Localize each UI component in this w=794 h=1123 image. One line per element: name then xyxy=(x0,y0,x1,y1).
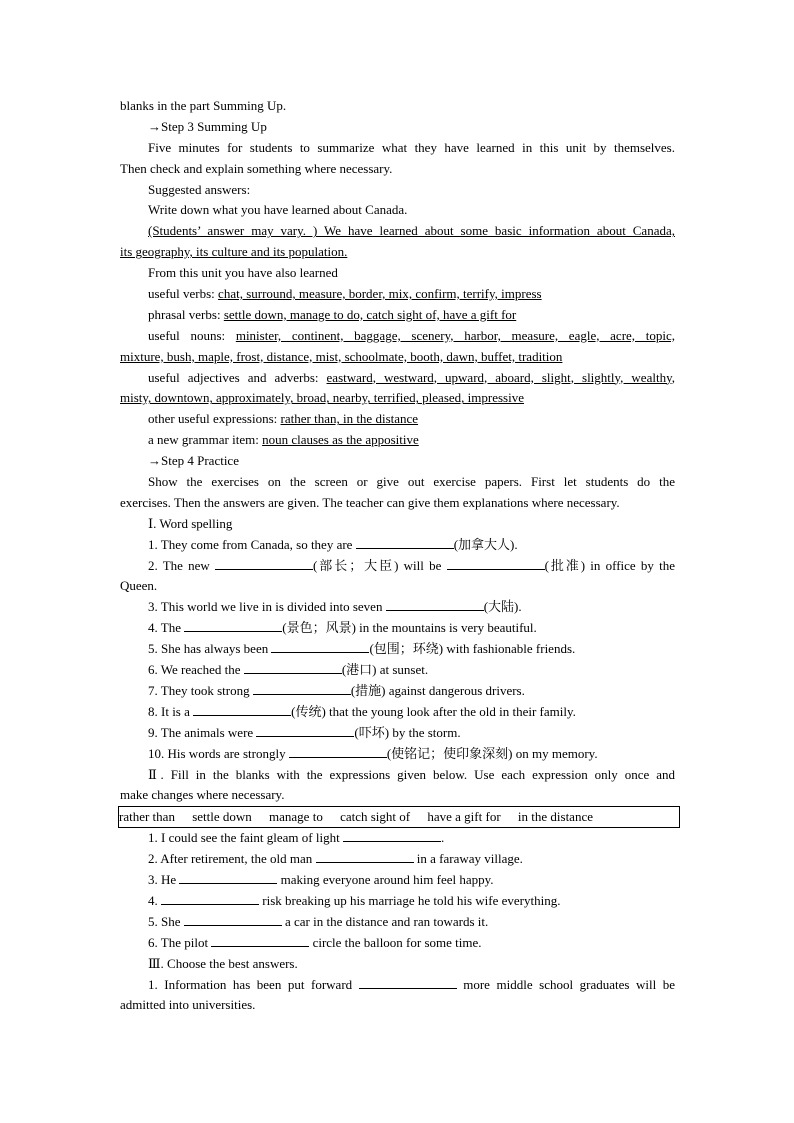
text-line: Show the exercises on the screen or give out exercise papers. First let students do the xyxy=(148,474,675,490)
vocab-line xyxy=(120,409,675,430)
answer-blank[interactable] xyxy=(179,871,277,884)
question xyxy=(120,744,675,765)
vocab-answer: noun clauses as the appositive xyxy=(262,432,419,448)
section-heading: Ⅰ. Word spelling xyxy=(148,515,233,531)
vocab-line xyxy=(120,326,675,347)
answer-blank[interactable] xyxy=(211,934,309,947)
question-continuation: Queen. xyxy=(120,578,158,594)
answer-blank[interactable] xyxy=(184,619,282,632)
text-line: Then check and explain something where necessary. xyxy=(120,160,393,176)
expression-option: manage to xyxy=(269,809,323,825)
answer-blank[interactable] xyxy=(161,892,259,905)
expression-box xyxy=(118,806,680,828)
question-text: 3. This world we live in is divided into seven xyxy=(148,599,386,615)
question xyxy=(120,535,675,556)
section-heading-continuation: make changes where necessary. xyxy=(120,787,285,803)
answer-blank[interactable] xyxy=(184,913,282,926)
expression-option: in the distance xyxy=(517,809,593,825)
text-line: blanks in the part Summing Up. xyxy=(120,98,287,113)
vocab-label: useful verbs: xyxy=(148,286,219,302)
answer-blank[interactable] xyxy=(215,557,313,570)
vocab-answer: misty, downtown, approximately, broad, nearby, terrified, pleased, impressive xyxy=(120,390,524,406)
question-text: (传统) that the young look after the old in their family. xyxy=(291,703,576,719)
document-page xyxy=(120,96,675,1016)
answer-line: (Students’ answer may vary. ) We have learned about some basic information about Canada, xyxy=(148,223,675,239)
vocab-line xyxy=(120,430,675,451)
answer-blank[interactable] xyxy=(356,536,454,549)
question-text: 5. She xyxy=(148,913,184,929)
question-text: 1. Information has been put forward xyxy=(148,976,359,992)
question xyxy=(120,870,675,891)
question-text: 1. They come from Canada, so they are xyxy=(148,536,356,552)
question-text: in a faraway village. xyxy=(413,851,523,867)
vocab-answer: chat, surround, measure, border, mix, confirm, terrify, impress xyxy=(218,286,542,302)
question xyxy=(120,891,675,912)
answer-blank[interactable] xyxy=(359,976,457,989)
question-text: 6. The pilot xyxy=(148,934,212,950)
question-text: a car in the distance and ran towards it. xyxy=(281,913,489,929)
expression-option: rather than xyxy=(119,809,175,825)
answer-blank[interactable] xyxy=(253,682,351,695)
text-line: exercises. Then the answers are given. The teacher can give them explanations where necessary. xyxy=(120,494,620,510)
question-text: (港口) at sunset. xyxy=(341,662,429,678)
text-line: From this unit you have also learned xyxy=(148,265,338,281)
question-text: circle the balloon for some time. xyxy=(309,934,482,950)
question xyxy=(120,702,675,723)
vocab-answer: minister, continent, baggage, scenery, harbor, measure, eagle, acre, topic, xyxy=(235,327,675,343)
answer-blank[interactable] xyxy=(271,640,369,653)
answer-blank[interactable] xyxy=(193,703,291,716)
question xyxy=(120,681,675,702)
step-heading: →Step 4 Practice xyxy=(148,453,239,469)
question-text: 8. It is a xyxy=(148,703,194,719)
question-text: (包围；环绕) with fashionable friends. xyxy=(369,641,576,657)
question-text: 4. The xyxy=(148,620,185,636)
answer-blank[interactable] xyxy=(289,745,387,758)
vocab-answer: settle down, manage to do, catch sight of, have a gift for xyxy=(223,306,517,322)
question-text: (部长；大臣) will be xyxy=(313,557,447,573)
answer-blank[interactable] xyxy=(447,557,545,570)
vocab-label: other useful expressions: xyxy=(148,411,281,427)
text-line: Suggested answers: xyxy=(148,181,251,197)
vocab-label: useful nouns: xyxy=(148,327,236,343)
vocab-label: phrasal verbs: xyxy=(148,306,224,322)
question-text: (措施) against dangerous drivers. xyxy=(350,682,525,698)
question-text: (吓坏) by the storm. xyxy=(354,724,461,740)
answer-line: its geography, its culture and its population. xyxy=(120,244,348,260)
question-text: 1. I could see the faint gleam of light xyxy=(148,830,343,846)
question-text: 6. We reached the xyxy=(148,662,244,678)
question xyxy=(120,618,675,639)
expression-option: catch sight of xyxy=(340,809,411,825)
question-text: 7. They took strong xyxy=(148,682,253,698)
question xyxy=(120,849,675,870)
question-text: more middle school graduates will be xyxy=(456,976,675,992)
question xyxy=(120,597,675,618)
question-text: risk breaking up his marriage he told his wife everything. xyxy=(259,892,561,908)
question xyxy=(120,723,675,744)
question-text: 2. After retirement, the old man xyxy=(148,851,316,867)
question-text: 4. xyxy=(148,892,161,908)
question-text: 3. He xyxy=(148,872,180,888)
question-text: 5. She has always been xyxy=(148,641,272,657)
question-text: 2. The new xyxy=(148,557,216,573)
question xyxy=(120,975,675,996)
answer-blank[interactable] xyxy=(316,850,414,863)
vocab-line xyxy=(120,284,675,305)
answer-blank[interactable] xyxy=(256,724,354,737)
question xyxy=(120,933,675,954)
question-text: (景色；风景) in the mountains is very beautiful. xyxy=(282,620,537,636)
vocab-answer: mixture, bush, maple, frost, distance, mist, schoolmate, booth, dawn, buffet, tradition xyxy=(120,348,563,364)
vocab-label: useful adjectives and adverbs: xyxy=(148,369,327,385)
question-continuation: admitted into universities. xyxy=(120,997,256,1013)
step-heading: →Step 3 Summing Up xyxy=(148,118,267,134)
question xyxy=(120,639,675,660)
expression-option: have a gift for xyxy=(427,809,501,825)
question-text: 9. The animals were xyxy=(148,724,257,740)
question-text: (使铭记；使印象深刻) on my memory. xyxy=(386,745,598,761)
vocab-line xyxy=(120,368,675,389)
question xyxy=(120,912,675,933)
question xyxy=(120,660,675,681)
answer-blank[interactable] xyxy=(386,598,484,611)
question-text: (加拿大人). xyxy=(453,536,518,552)
section-heading: Ⅱ. Fill in the blanks with the expressions given below. Use each expression only once and xyxy=(148,766,675,782)
expression-option: settle down xyxy=(192,809,252,825)
vocab-answer: eastward, westward, upward, aboard, slight, slightly, wealthy, xyxy=(326,369,675,385)
answer-blank[interactable] xyxy=(343,829,441,842)
text-line: Five minutes for students to summarize what they have learned in this unit by themselves. xyxy=(148,139,675,155)
question-text: 10. His words are strongly xyxy=(148,745,289,761)
text-line: Write down what you have learned about Canada. xyxy=(148,202,408,218)
question-text: (大陆). xyxy=(483,599,522,615)
question xyxy=(120,828,675,849)
vocab-answer: rather than, in the distance xyxy=(280,411,419,427)
vocab-line xyxy=(120,305,675,326)
section-heading: Ⅲ. Choose the best answers. xyxy=(148,955,298,971)
vocab-label: a new grammar item: xyxy=(148,432,263,448)
question-text: making everyone around him feel happy. xyxy=(277,872,494,888)
question-text: (批准) in office by the xyxy=(544,557,676,573)
question xyxy=(120,556,675,577)
answer-blank[interactable] xyxy=(244,661,342,674)
question-text: . xyxy=(440,830,445,846)
